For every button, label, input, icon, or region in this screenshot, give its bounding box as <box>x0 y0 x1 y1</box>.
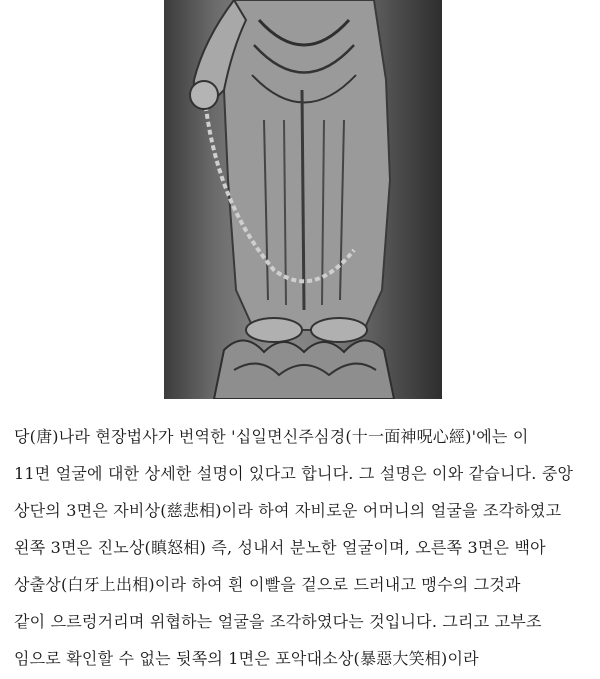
text-line: 당(唐)나라 현장법사가 번역한 '십일면신주심경(十一面神呪心經)'에는 이 <box>14 427 529 446</box>
text-line: 왼쪽 3면은 진노상(瞋怒相) 즉, 성내서 분노한 얼굴이며, 오른쪽 3면은 백아 <box>14 538 546 557</box>
bodhisattva-statue-photo <box>164 0 442 399</box>
text-line: 같이 으르렁거리며 위협하는 얼굴을 조각하였다는 것입니다. 그리고 고부조 <box>14 612 542 631</box>
body-text <box>14 418 590 677</box>
text-line: 11면 얼굴에 대한 상세한 설명이 있다고 합니다. 그 설명은 이와 같습니다. 중앙 <box>14 464 574 483</box>
text-line: 임으로 확인할 수 없는 뒷쪽의 1면은 포악대소상(暴惡大笑相)이라 <box>14 649 479 668</box>
statue-illustration <box>164 0 442 399</box>
text-line: 상출상(白牙上出相)이라 하여 흰 이빨을 겉으로 드러내고 맹수의 그것과 <box>14 575 521 594</box>
text-line: 상단의 3면은 자비상(慈悲相)이라 하여 자비로운 어머니의 얼굴을 조각하였고 <box>14 501 562 520</box>
